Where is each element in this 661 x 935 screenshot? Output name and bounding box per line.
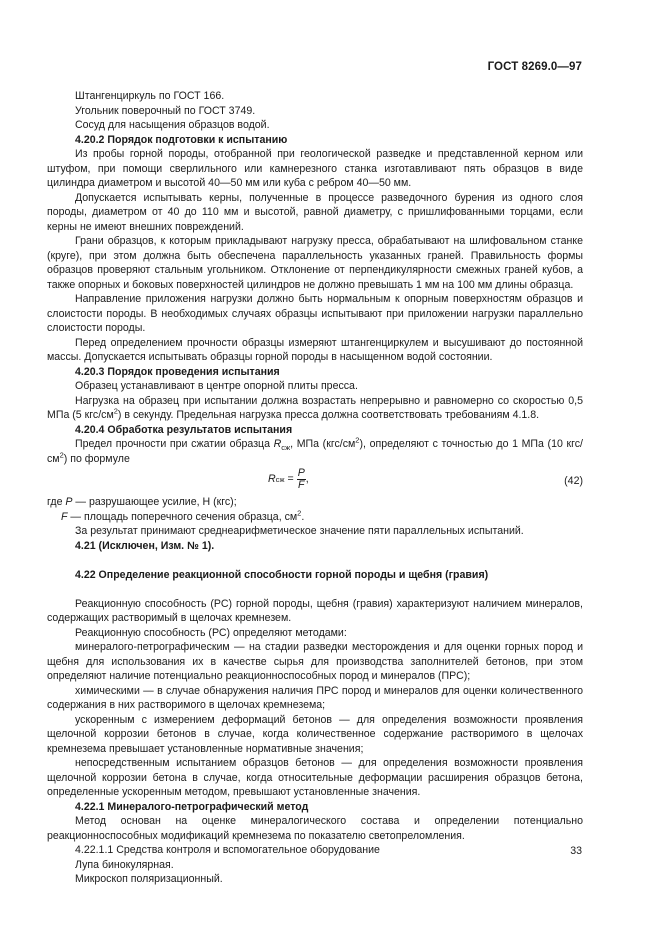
formula-expression: R сж = $\frac{P}{F}$ , xyxy=(268,467,309,491)
paragraph-strength-definition: Предел прочности при сжатии образца $R_{сж}$, МПа $(кгс/см^2)$, определяют с точностью до 1 МПа (10 кгс/$см^2$) по формуле xyxy=(47,435,583,465)
paragraph-method-petrographic: минералого-петрографическим — на стадии разведки месторождения и для оценки горных пород и щебня для использования их в качестве сырья для производства заполнителей бетонов, при этом определяют наличие потенциально реакционноспособных пород и минералов (ПРС); xyxy=(47,641,583,682)
legend-f: F — площадь поперечного сечения образца, $см^2$. xyxy=(61,507,305,523)
paragraph-method-chemical: химическими — в случае обнаружения наличия ПРС пород и минералов для оценки количественного содержания в них растворимого в щелочах кремнезема; xyxy=(47,684,583,711)
equipment-polarizing-microscope: Микроскоп поляризационный. xyxy=(75,873,223,885)
section-heading-4-20-4: 4.20.4 Обработка результатов испытания xyxy=(75,423,293,436)
paragraph-measure-dry: Перед определением прочности образцы измеряют штангенциркулем и высушивают до постоянной массы. Допускается испытывать образцы горной породы в насыщенном водой состоянии. xyxy=(47,336,583,363)
paragraph-method-basis: Метод основан на оценке минералогического состава и определении потенциально реакционноспособных модификаций кремнезема по показателю светопреломления. xyxy=(47,815,583,842)
section-heading-4-22: 4.22 Определение реакционной способности горной породы и щебня (гравия) xyxy=(75,568,489,581)
paragraph-reactivity-definition: Реакционную способность (РС) горной породы, щебня (гравия) характеризуют наличием минералов, содержащих растворимый в щелочах кремнезем. xyxy=(47,597,583,624)
section-heading-4-22-1: 4.22.1 Минералого-петрографический метод xyxy=(75,800,309,813)
equipment-binocular-loupe: Лупа бинокулярная. xyxy=(75,858,174,871)
section-heading-4-21: 4.21 (Исключен, Изм. № 1). xyxy=(75,539,215,552)
equipment-vessel: Сосуд для насыщения образцов водой. xyxy=(75,119,270,131)
paragraph-cores-allowed: Допускается испытывать керны, полученные в процессе разведочного бурения из одного слоя породы, диаметром от 40 до 110 мм и высотой, равной диаметру, с пришлифованными торцами, если керны не имеют внешних повреждений. xyxy=(47,191,583,233)
page-number: 33 xyxy=(570,845,582,857)
formula-42 xyxy=(47,466,583,495)
section-heading-4-20-3: 4.20.3 Порядок проведения испытания xyxy=(75,365,280,378)
spacer xyxy=(47,582,583,597)
formula-fraction: $\frac{P}{F}$ xyxy=(297,467,305,491)
paragraph-sample-preparation: Из пробы горной породы, отобранной при геологической разведке и представленной керном или штуфом, при помощи сверлильного или камнерезного станка изготавливают пять образцов в виде цилиндра диаметром и высотой 40—50 мм или куба с ребром 40—50 мм. xyxy=(47,148,583,189)
paragraph-face-grinding: Грани образцов, к которым прикладывают нагрузку пресса, обрабатывают на шлифовальном станке (круге), при этом должна быть обеспечена параллельность указанных граней. Правильность формы образцов проверяют стальным угольником. Отклонение от перпендикулярности смежных граней кубов, а также опорных и боковых поверхностей цилиндров не должно превышать 1 мм на 100 мм длины образца. xyxy=(47,235,583,291)
legend-p: где P — разрушающее усилие, Н (кгс); xyxy=(47,496,237,508)
paragraph-method-accelerated: ускоренным с измерением деформаций бетонов — для определения возможности проявления щелочной коррозии бетонов в случае, когда количественное содержание растворимого в щелочах кремнезема превышает установленные нормативные значения; xyxy=(47,713,583,755)
spacer xyxy=(47,553,583,568)
equipment-square: Угольник поверочный по ГОСТ 3749. xyxy=(75,104,256,117)
paragraph-load-rate: Нагрузка на образец при испытании должна возрастать непрерывно и равномерно со скоростью 0,5 МПа (5 кгс/$см^2$) в секунду. Предельная нагрузка пресса должна соответствовать требованиям 4.1.8. xyxy=(47,394,583,421)
paragraph-result-average: За результат принимают среднеарифметическое значение пяти параллельных испытаний. xyxy=(75,525,524,537)
section-heading-4-22-1-1: 4.22.1.1 Средства контроля и вспомогательное оборудование xyxy=(75,844,380,856)
paragraph-load-direction: Направление приложения нагрузки должно быть нормальным к опорным поверхностям образцов и слоистости породы. В необходимых случаях образцы испытывают при приложении нагрузки параллельно слоистости породы. xyxy=(47,293,583,334)
section-heading-4-20-2: 4.20.2 Порядок подготовки к испытанию xyxy=(75,133,288,146)
paragraph-method-direct: непосредственным испытанием образцов бетонов — для определения возможности проявления щелочной коррозии бетона в случае, когда относительные деформации расширения образцов бетона, определенные ускоренным методом, превышают установленные значения. xyxy=(47,757,583,798)
paragraph-methods-intro: Реакционную способность (РС) определяют методами: xyxy=(75,626,347,639)
formula-number: (42) xyxy=(564,475,583,487)
standard-header: ГОСТ 8269.0—97 xyxy=(487,61,582,73)
page-body xyxy=(47,89,583,887)
paragraph-sample-placement: Образец устанавливают в центре опорной плиты пресса. xyxy=(75,380,358,392)
equipment-caliper: Штангенциркуль по ГОСТ 166. xyxy=(75,90,225,102)
